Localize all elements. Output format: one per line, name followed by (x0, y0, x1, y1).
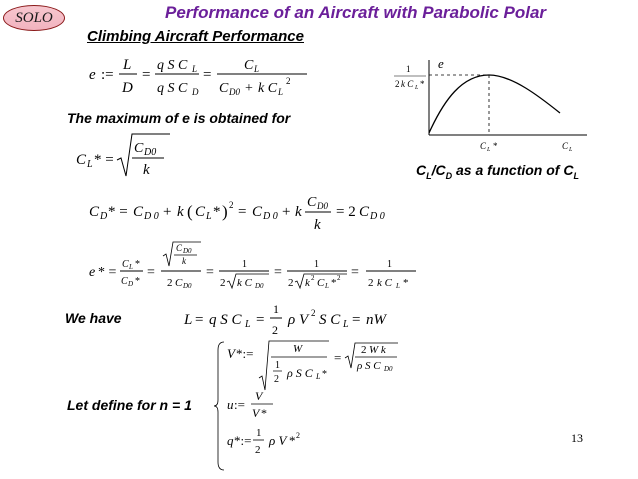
svg-text:* =: * = (98, 265, 117, 280)
equation-cl-star (72, 132, 182, 182)
svg-text:q S C: q S C (157, 58, 188, 73)
svg-text:L: L (396, 282, 400, 290)
svg-text:2: 2 (395, 79, 400, 89)
svg-text:S C: S C (319, 312, 341, 328)
y-tick-label (394, 64, 426, 91)
svg-text:D0: D0 (229, 87, 240, 97)
svg-text:D0: D0 (183, 282, 192, 290)
equation-e-definition (75, 48, 315, 100)
svg-text:L: L (278, 87, 284, 97)
page-number: 13 (571, 431, 583, 445)
svg-text:2: 2 (337, 274, 341, 282)
svg-text:C: C (133, 204, 144, 220)
svg-text:C: C (317, 277, 325, 289)
svg-text:1: 1 (242, 259, 247, 270)
svg-text:e: e (89, 67, 96, 83)
let-define-label: Let define for n = 1 (67, 397, 192, 413)
svg-text:*: * (261, 406, 267, 420)
svg-text:L: L (415, 85, 419, 91)
equation-q-star (223, 424, 313, 460)
svg-text:= 2: = 2 (336, 204, 356, 220)
svg-text:* =: * = (94, 152, 114, 168)
svg-text:=: = (203, 67, 212, 83)
svg-text:k: k (305, 277, 310, 289)
svg-text:1: 1 (314, 259, 319, 270)
equation-lift (180, 296, 390, 344)
svg-text:=: = (206, 265, 214, 280)
svg-text:C: C (122, 259, 129, 270)
svg-text:L: L (325, 282, 329, 290)
slide-subtitle: Climbing Aircraft Performance (87, 28, 304, 45)
svg-text:1: 1 (256, 427, 262, 439)
svg-text:L: L (245, 319, 251, 330)
svg-text:ρ S C: ρ S C (287, 366, 313, 380)
svg-text:q: q (227, 433, 234, 448)
svg-text:2: 2 (288, 277, 294, 289)
svg-text:L: L (316, 372, 321, 381)
svg-text:ρ S C: ρ S C (357, 360, 381, 372)
svg-text:2: 2 (296, 431, 300, 440)
svg-text:*:=: *:= (234, 433, 252, 448)
svg-text:C: C (562, 141, 569, 151)
svg-text:D: D (122, 80, 133, 96)
svg-text:2: 2 (272, 323, 278, 337)
svg-text:L: L (123, 57, 132, 73)
svg-text:C: C (244, 58, 254, 73)
svg-text:C: C (134, 141, 144, 156)
svg-text:q S C: q S C (157, 81, 188, 96)
svg-text:k C: k C (401, 79, 414, 89)
svg-text:1: 1 (275, 360, 280, 371)
svg-text:D: D (128, 280, 134, 288)
svg-text:2: 2 (255, 444, 261, 456)
max-e-statement: The maximum of e is obtained for (67, 110, 291, 126)
svg-text::=: := (101, 67, 114, 83)
slide-title: Performance of an Aircraft with Parabolic Polar (165, 3, 547, 22)
svg-text:1: 1 (273, 302, 279, 316)
svg-text:k: k (314, 217, 321, 233)
svg-text:L: L (184, 312, 193, 328)
svg-text:D 0: D 0 (144, 211, 159, 222)
svg-text:W k: W k (369, 344, 386, 356)
svg-text:k C: k C (377, 277, 392, 289)
svg-text:*: * (135, 259, 140, 270)
svg-text:C: C (89, 204, 100, 220)
svg-text:2: 2 (286, 76, 291, 86)
svg-text::=: := (234, 397, 245, 412)
svg-text:2: 2 (361, 344, 367, 356)
svg-text:V: V (227, 346, 235, 361)
svg-text:+: + (245, 81, 253, 96)
x-axis-label (562, 141, 573, 153)
svg-text:D0: D0 (384, 365, 393, 373)
equation-e-star (85, 240, 430, 298)
svg-text:C: C (252, 204, 263, 220)
svg-text:u: u (227, 397, 234, 412)
x-tick-label-cl-star (480, 141, 498, 153)
svg-text:C: C (359, 204, 370, 220)
svg-text:*: * (135, 276, 140, 287)
svg-text:k: k (143, 162, 150, 178)
solo-logo: SOLO (3, 5, 65, 31)
svg-text:ρ V: ρ V (269, 433, 287, 448)
svg-text:=: = (256, 312, 265, 328)
equation-u (223, 388, 293, 424)
svg-text:D0: D0 (255, 282, 264, 290)
svg-text:*: * (213, 204, 221, 220)
svg-text:nW: nW (366, 312, 386, 328)
svg-text:k C: k C (258, 81, 278, 96)
svg-text:D: D (100, 211, 108, 222)
svg-text:+: + (282, 204, 291, 220)
svg-text:*: * (322, 369, 327, 380)
svg-text:=: = (352, 312, 361, 328)
svg-text:ρ V: ρ V (288, 312, 309, 328)
svg-text:*: * (493, 141, 498, 151)
svg-text:L: L (206, 211, 212, 222)
svg-text:k: k (295, 204, 302, 220)
equation-cd-star (85, 188, 385, 238)
svg-text:*: * (331, 277, 337, 289)
svg-text:L: L (129, 263, 133, 271)
svg-text:*:=: *:= (236, 346, 254, 361)
svg-text:C: C (480, 141, 487, 151)
svg-text:2: 2 (311, 308, 316, 318)
svg-text:2: 2 (220, 277, 226, 289)
svg-text:*: * (420, 79, 425, 89)
equation-v-star (223, 338, 403, 394)
svg-text:D 0: D 0 (370, 211, 385, 222)
svg-text:*: * (289, 433, 296, 448)
graph-caption: $C_L/C_D$ as a function of $C_L$ (416, 162, 579, 181)
svg-text:2: 2 (229, 200, 234, 210)
svg-text:(: ( (187, 202, 193, 221)
svg-text:V: V (252, 406, 260, 420)
svg-text:C: C (219, 81, 229, 96)
svg-text:=: = (274, 265, 282, 280)
svg-text:C: C (176, 243, 183, 253)
e-vs-cl-graph (392, 55, 597, 155)
svg-text:C: C (121, 276, 128, 287)
svg-text:L: L (87, 159, 93, 170)
svg-text:+: + (163, 204, 172, 220)
svg-text:L: L (343, 319, 349, 330)
svg-text:k: k (177, 204, 184, 220)
svg-text:=: = (334, 350, 342, 365)
svg-text:C: C (175, 277, 183, 289)
svg-text:1: 1 (406, 64, 411, 74)
svg-text:1: 1 (387, 259, 392, 270)
svg-text:L: L (569, 147, 573, 153)
svg-text:D0: D0 (183, 247, 192, 255)
svg-text:): ) (222, 202, 228, 221)
svg-text:2: 2 (167, 277, 173, 289)
svg-text:=: = (351, 265, 359, 280)
svg-text:D0: D0 (317, 201, 328, 211)
svg-text:C: C (195, 204, 206, 220)
svg-text:=: = (147, 265, 155, 280)
e-curve (429, 75, 560, 133)
svg-text:k C: k C (237, 277, 252, 289)
svg-text:* =: * = (108, 204, 128, 220)
svg-text:L: L (192, 64, 198, 74)
svg-text:W: W (293, 343, 303, 355)
svg-text:e: e (89, 265, 96, 280)
svg-text:q S C: q S C (209, 312, 242, 328)
y-axis-label: e (438, 56, 444, 71)
svg-text:2: 2 (368, 277, 374, 289)
svg-text:=: = (142, 67, 151, 83)
svg-text:V: V (255, 389, 263, 403)
svg-text:*: * (403, 277, 409, 289)
svg-text:=: = (195, 312, 204, 328)
svg-text:D0: D0 (144, 147, 157, 158)
svg-text:k: k (182, 256, 186, 266)
svg-text:L: L (487, 147, 491, 153)
we-have-label: We have (65, 310, 122, 326)
svg-text:2: 2 (274, 374, 279, 385)
svg-text:D 0: D 0 (263, 211, 278, 222)
svg-text:=: = (238, 204, 247, 220)
svg-text:C: C (307, 195, 317, 210)
svg-text:C: C (76, 152, 87, 168)
svg-text:2: 2 (311, 274, 315, 282)
svg-text:L: L (254, 64, 260, 74)
svg-text:D: D (192, 87, 199, 97)
